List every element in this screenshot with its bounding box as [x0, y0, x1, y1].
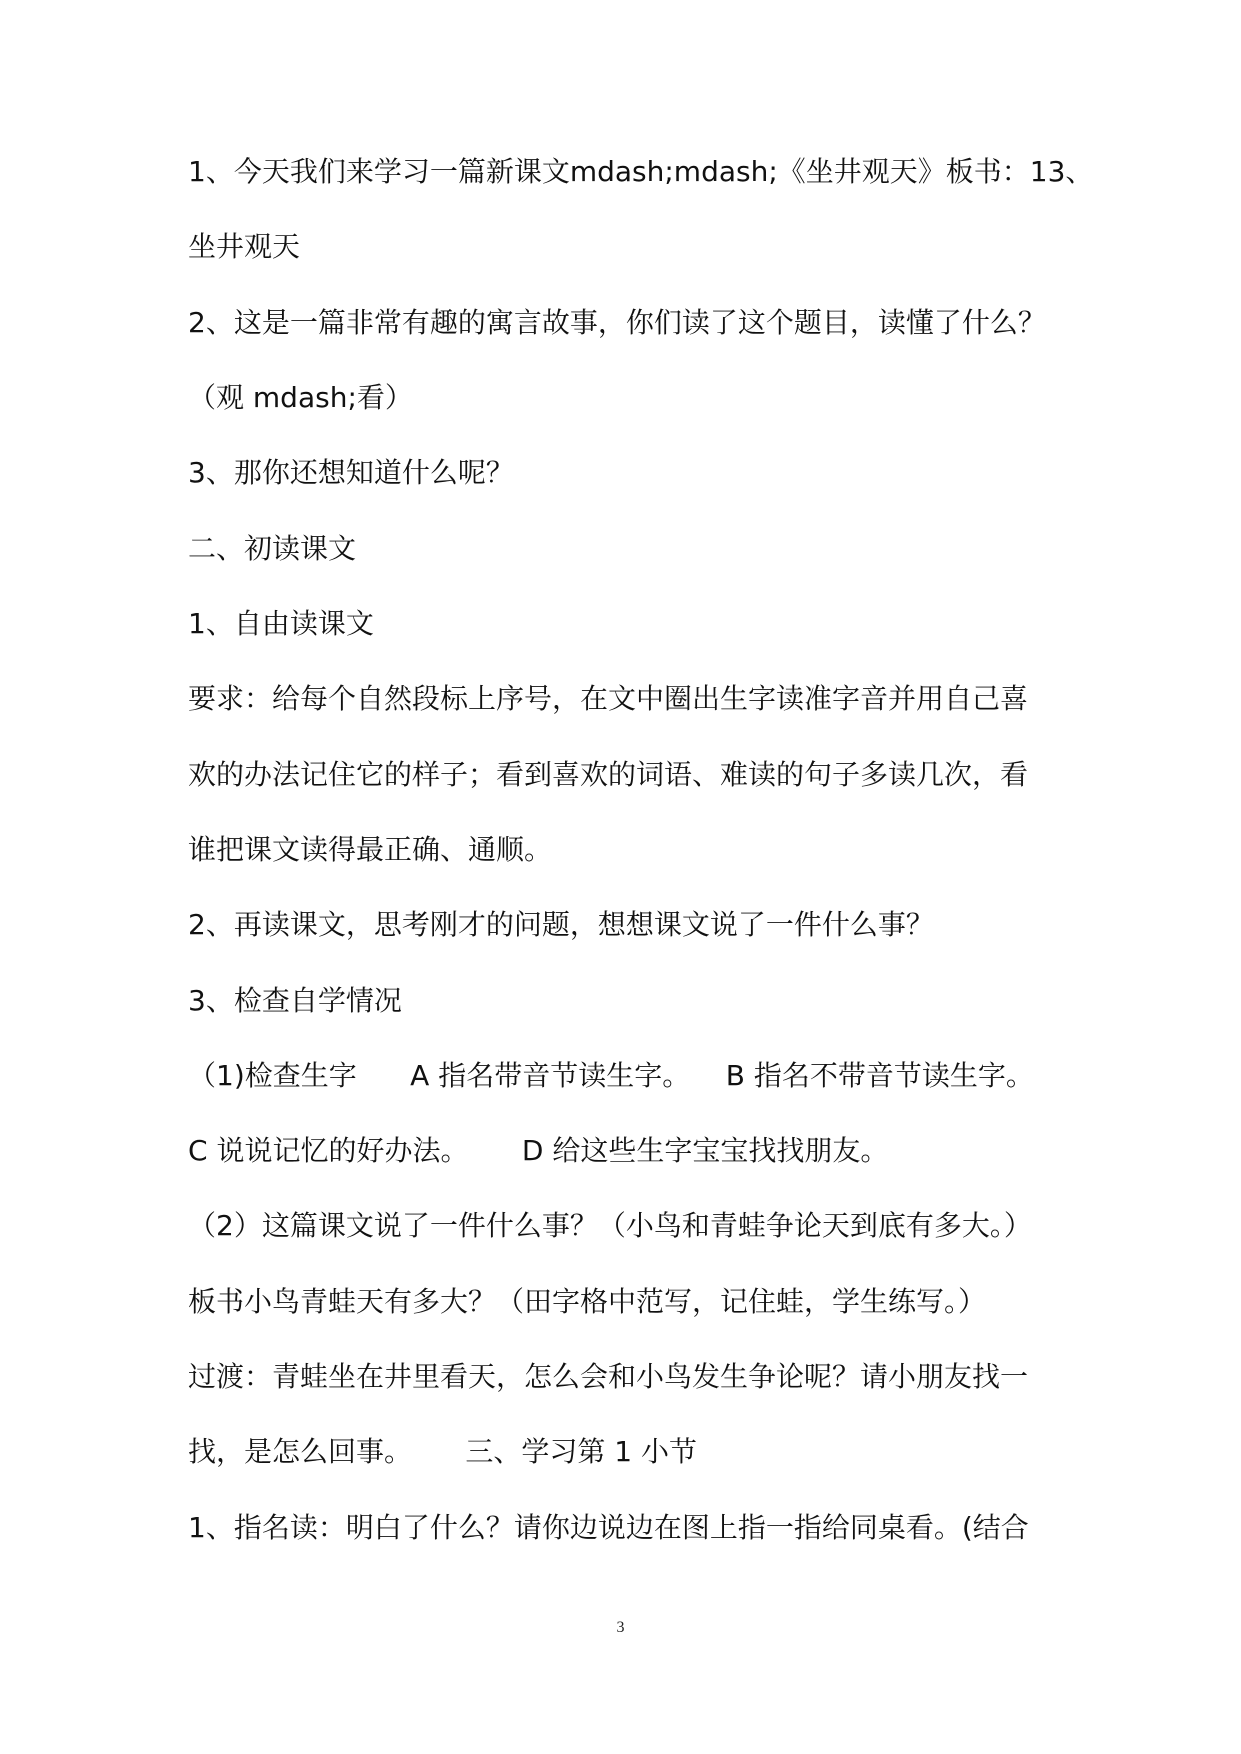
text-line: 2、再读课文，思考刚才的问题，想想课文说了一件什么事？ — [188, 908, 934, 941]
text-line: 1、自由读课文 — [188, 607, 374, 640]
text-line: C 说说记忆的好办法。 D 给这些生字宝宝找找朋友。 — [188, 1134, 889, 1167]
text-line: （观 mdash;看） — [188, 381, 413, 414]
text-line: 坐井观天 — [188, 230, 301, 263]
text-line: 要求：给每个自然段标上序号，在文中圈出生字读准字音并用自己喜 — [188, 682, 1029, 715]
text-line: 板书小鸟青蛙天有多大？（田字格中范写，记住蛙，学生练写。） — [188, 1285, 987, 1318]
text-line: （2）这篇课文说了一件什么事？（小鸟和青蛙争论天到底有多大。） — [188, 1209, 1032, 1242]
page-number: 3 — [616, 1619, 625, 1636]
text-line: 1、今天我们来学习一篇新课文mdash;mdash;《坐井观天》板书：13、 — [188, 155, 1094, 188]
text-line: 2、这是一篇非常有趣的寓言故事，你们读了这个题目，读懂了什么？ — [188, 306, 1046, 339]
text-line: 3、检查自学情况 — [188, 984, 402, 1017]
text-line: 3、那你还想知道什么呢？ — [188, 456, 514, 489]
text-line: （1)检查生字 A 指名带音节读生字。 B 指名不带音节读生字。 — [188, 1059, 1034, 1092]
section-heading: 二、初读课文 — [188, 532, 357, 565]
text-line: 1、指名读：明白了什么？请你边说边在图上指一指给同桌看。(结合 — [188, 1511, 1029, 1544]
text-line: 谁把课文读得最正确、通顺。 — [188, 833, 553, 866]
text-line: 过渡：青蛙坐在井里看天，怎么会和小鸟发生争论呢？请小朋友找一 — [188, 1360, 1029, 1393]
text-line: 找，是怎么回事。 三、学习第 1 小节 — [188, 1435, 698, 1468]
text-line: 欢的办法记住它的样子；看到喜欢的词语、难读的句子多读几次，看 — [188, 758, 1029, 791]
